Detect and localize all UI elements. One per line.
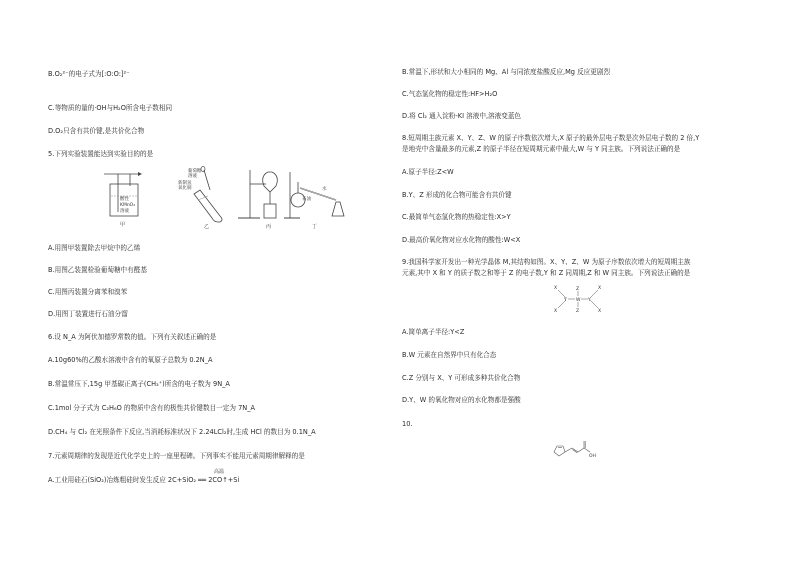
glucose-label-2: 溶液 — [188, 174, 197, 179]
label-ding: 丁 — [312, 224, 318, 230]
cuoh-label-1: 新制氢 — [178, 181, 192, 186]
atom-y-2: Y — [588, 298, 591, 303]
question-8-option-a: A.原子半径:Z<W — [402, 168, 454, 176]
question-8-stem-line-2: 是地壳中含量最多的元素,Z 的原子半径在短周期元素中最大,W 与 Y 同主族。下列说法正确的是 — [402, 145, 681, 153]
question-6-stem: 6.设 N_A 为阿伏加德罗常数的值。下列有关叙述正确的是 — [48, 333, 217, 341]
question-6-option-a: A.10g60%的乙酸水溶液中含有的氧原子总数为 0.2N_A — [48, 356, 213, 364]
question-5-option-b: B.用图乙装置检验葡萄糖中有醛基 — [48, 266, 147, 274]
stone-label: 石油 — [302, 197, 311, 202]
question-8-stem-line-1: 8.短周期主族元素 X、Y、Z、W 的原子序数依次增大,X 原子的最外层电子数是次外层电子数的 2 倍,Y — [402, 134, 700, 142]
question-10-stem: 10. — [402, 420, 413, 428]
q10-structure-figure — [548, 438, 608, 462]
left-option-d: D.O₂只含有共价键,是共价化合物 — [48, 127, 145, 135]
question-8-option-d: D.最高价氧化物对应水化物的酸性:W<X — [402, 236, 521, 244]
question-5-option-d: D.用图丁装置进行石油分馏 — [48, 310, 128, 318]
reaction-condition: 高温 — [214, 469, 225, 475]
label-yi: 乙 — [204, 224, 210, 230]
reagent-label-2: KMnO₄ — [120, 203, 136, 208]
question-8-option-b: B.Y、Z 形成的化合物可能含有共价键 — [402, 191, 512, 199]
atom-z-2: Z — [576, 309, 580, 314]
question-9-option-c: C.Z 分别与 X、Y 可形成多种共价化合物 — [402, 374, 521, 382]
water-label: 水 — [322, 187, 327, 192]
question-9-option-a: A.简单离子半径:Y<Z — [402, 328, 465, 336]
atom-w: W — [576, 298, 581, 303]
label-jia: 甲 — [120, 222, 126, 228]
left-option-b: B.O₂²⁻的电子式为[:O:O:]²⁻ — [48, 70, 130, 78]
atom-y-1: Y — [564, 298, 567, 303]
atom-z-1: Z — [576, 287, 580, 292]
question-6-option-b: B.常温常压下,15g 甲基碳正离子(CH₃⁺)所含的电子数为 9N_A — [48, 380, 230, 388]
question-7-option-a: A.工业用硅石(SiO₂)冶炼粗硅时发生反应 2C+SiO₂ ══ 2CO↑+Si — [48, 476, 240, 484]
left-option-c: C.等物质的量的·OH与H₂O所含电子数相同 — [48, 104, 173, 112]
question-9-stem-line-1: 9.我国科学家开发出一种光学晶体 M,其结构如图。X、Y、Z、W 为原子序数依次增大的短周期主族 — [402, 258, 691, 266]
atom-x-4: X — [598, 309, 602, 314]
atom-x-1: X — [554, 286, 558, 291]
apparatus-c — [238, 170, 277, 230]
question-7-option-b: B.常温下,形状和大小相同的 Mg、Al 与同浓度盐酸反应,Mg 反应更剧烈 — [402, 68, 611, 76]
question-6-option-c: C.1mol 分子式为 C₂H₆O 的物质中含有的极性共价键数目一定为 7N_A — [48, 404, 256, 412]
question-5-stem: 5.下列实验装置能达到实验目的的是 — [48, 150, 154, 158]
oh-label: OH — [589, 454, 596, 459]
apparatus-b — [178, 167, 222, 231]
question-6-option-d: D.CH₄ 与 Cl₂ 在光照条件下反应,当消耗标准状况下 2.24LCl₂时,生成 HCl 的数目为 0.1N_A — [48, 428, 316, 436]
question-9-option-d: D.Y、W 的氧化物对应的水化物都是强酸 — [402, 396, 521, 404]
q9-structure-figure — [548, 282, 608, 318]
question-7-stem: 7.元素周期律的发现是近代化学史上的一座里程碑。下列事实不能用元素周期律解释的是 — [48, 452, 305, 460]
reagent-label-1: 酸性 — [120, 197, 129, 202]
question-5-option-a: A.用图甲装置除去甲烷中的乙烯 — [48, 244, 141, 252]
question-7-option-d: D.将 Cl₂ 通入淀粉-KI 溶液中,溶液变蓝色 — [402, 112, 522, 120]
apparatus-d — [284, 172, 344, 230]
question-7-option-c: C.气态氢化物的稳定性:HF>H₂O — [402, 90, 498, 98]
reagent-label-3: 溶液 — [120, 209, 129, 214]
question-9-option-b: B.W 元素在自然界中只有化合态 — [402, 351, 497, 359]
question-5-option-c: C.用图丙装置分离苯和溴苯 — [48, 288, 128, 296]
q5-apparatus-figure — [100, 166, 350, 232]
atom-x-2: X — [554, 309, 558, 314]
cuoh-label-2: 氧化铜 — [178, 186, 192, 191]
question-9-stem-line-2: 元素,其中 X 和 Y 的质子数之和等于 Z 的电子数,Y 和 Z 同周期,Z 和 W 同主族。下列说法正确的是 — [402, 269, 691, 277]
atom-x-3: X — [598, 286, 602, 291]
glucose-label-1: 葡萄糖 — [188, 169, 202, 174]
question-8-option-c: C.最简单气态氢化物的热稳定性:X>Y — [402, 213, 511, 221]
apparatus-a — [104, 172, 142, 228]
label-bing: 丙 — [266, 224, 272, 230]
